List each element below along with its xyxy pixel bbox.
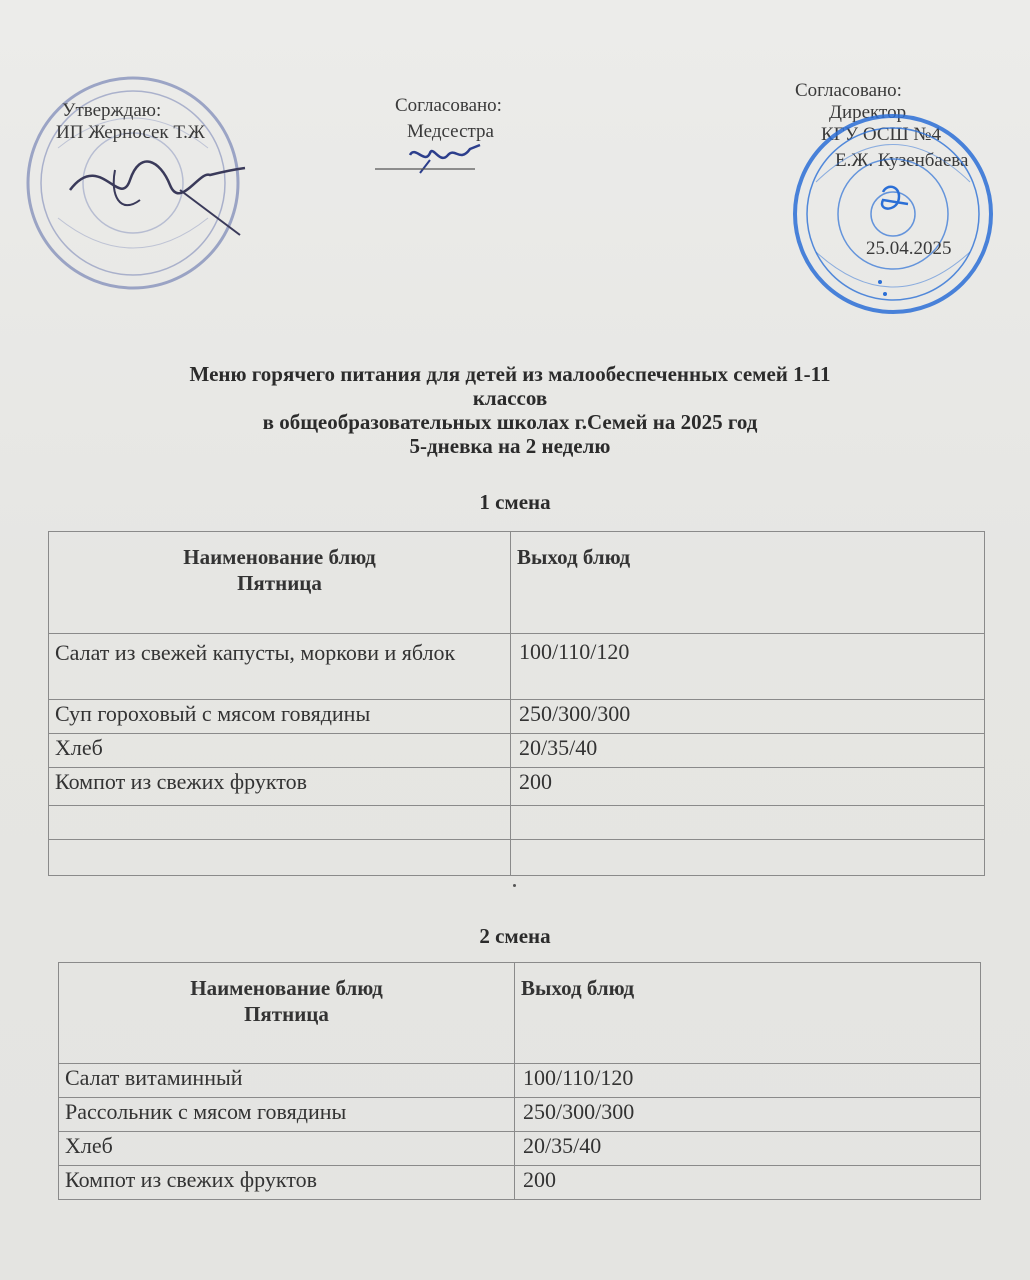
dish-output-cell: 200 <box>515 1166 981 1200</box>
right-approval-position: Директор <box>829 102 907 123</box>
table-header-row <box>49 532 985 634</box>
title-line-4: 5-дневка на 2 неделю <box>409 434 611 458</box>
left-approval-signer: ИП Жерносек Т.Ж <box>56 122 205 143</box>
column-header-output: Выход блюд <box>515 963 981 1064</box>
dish-output-cell: 100/110/120 <box>515 1064 981 1098</box>
dish-output-cell: 200 <box>511 768 985 806</box>
right-approval-title: Согласовано: <box>795 80 902 101</box>
column-header-output: Выход блюд <box>511 532 985 634</box>
dish-output-cell: 250/300/300 <box>511 700 985 734</box>
column-header-dish-title: Наименование блюд <box>183 545 376 569</box>
table-row <box>49 734 985 768</box>
shift-2-menu-table <box>58 962 981 1200</box>
table-header-row <box>59 963 981 1064</box>
dish-output-cell: 20/35/40 <box>511 734 985 768</box>
table-row <box>49 806 985 840</box>
table-row <box>49 840 985 876</box>
dish-name-cell: Суп гороховый с мясом говядины <box>49 700 511 734</box>
table-row <box>49 768 985 806</box>
right-approval-signer: Е.Ж. Кузенбаева <box>835 150 969 171</box>
dish-name-cell: Хлеб <box>49 734 511 768</box>
left-approval-title: Утверждаю: <box>62 100 162 121</box>
right-round-stamp <box>788 112 998 317</box>
title-line-1: Меню горячего питания для детей из малообеспеченных семей 1-11 <box>189 362 831 386</box>
column-header-day: Пятница <box>237 571 322 595</box>
table-row <box>49 634 985 700</box>
center-signature <box>370 135 500 180</box>
table-row <box>59 1132 981 1166</box>
dish-name-cell <box>49 806 511 840</box>
dish-name-cell <box>49 840 511 876</box>
table-row <box>49 700 985 734</box>
dish-name-cell: Компот из свежих фруктов <box>49 768 511 806</box>
title-line-2: классов <box>472 386 548 410</box>
column-header-dish <box>49 532 511 634</box>
column-header-day: Пятница <box>244 1002 329 1026</box>
dish-name-cell: Салат витаминный <box>59 1064 515 1098</box>
dish-output-cell: 100/110/120 <box>511 634 985 700</box>
title-line-3: в общеобразовательных школах г.Семей на 2025 год <box>262 410 758 434</box>
table-row <box>59 1064 981 1098</box>
document-title <box>40 362 980 458</box>
table-row <box>59 1098 981 1132</box>
center-approval-signer: Медсестра <box>407 121 494 142</box>
column-header-dish <box>59 963 515 1064</box>
dish-name-cell: Хлеб <box>59 1132 515 1166</box>
speck-mark <box>513 884 516 887</box>
shift-2-title: 2 смена <box>479 924 551 948</box>
dish-name-cell: Компот из свежих фруктов <box>59 1166 515 1200</box>
right-approval-org: КГУ ОСШ №4 <box>821 124 942 145</box>
left-signature <box>60 140 260 250</box>
left-approval-block <box>56 100 205 144</box>
dish-name-cell: Салат из свежей капусты, моркови и яблок <box>49 634 511 700</box>
dish-output-cell: 250/300/300 <box>515 1098 981 1132</box>
center-approval-title: Согласовано: <box>395 95 502 116</box>
column-header-dish-title: Наименование блюд <box>190 976 383 1000</box>
shift-1-title: 1 смена <box>479 490 551 514</box>
dish-output-cell: 20/35/40 <box>515 1132 981 1166</box>
dish-name-cell: Рассольник с мясом говядины <box>59 1098 515 1132</box>
dish-output-cell <box>511 806 985 840</box>
dish-output-cell <box>511 840 985 876</box>
shift-1-menu-table <box>48 531 985 876</box>
table-row <box>59 1166 981 1200</box>
approval-date: 25.04.2025 <box>866 238 952 259</box>
